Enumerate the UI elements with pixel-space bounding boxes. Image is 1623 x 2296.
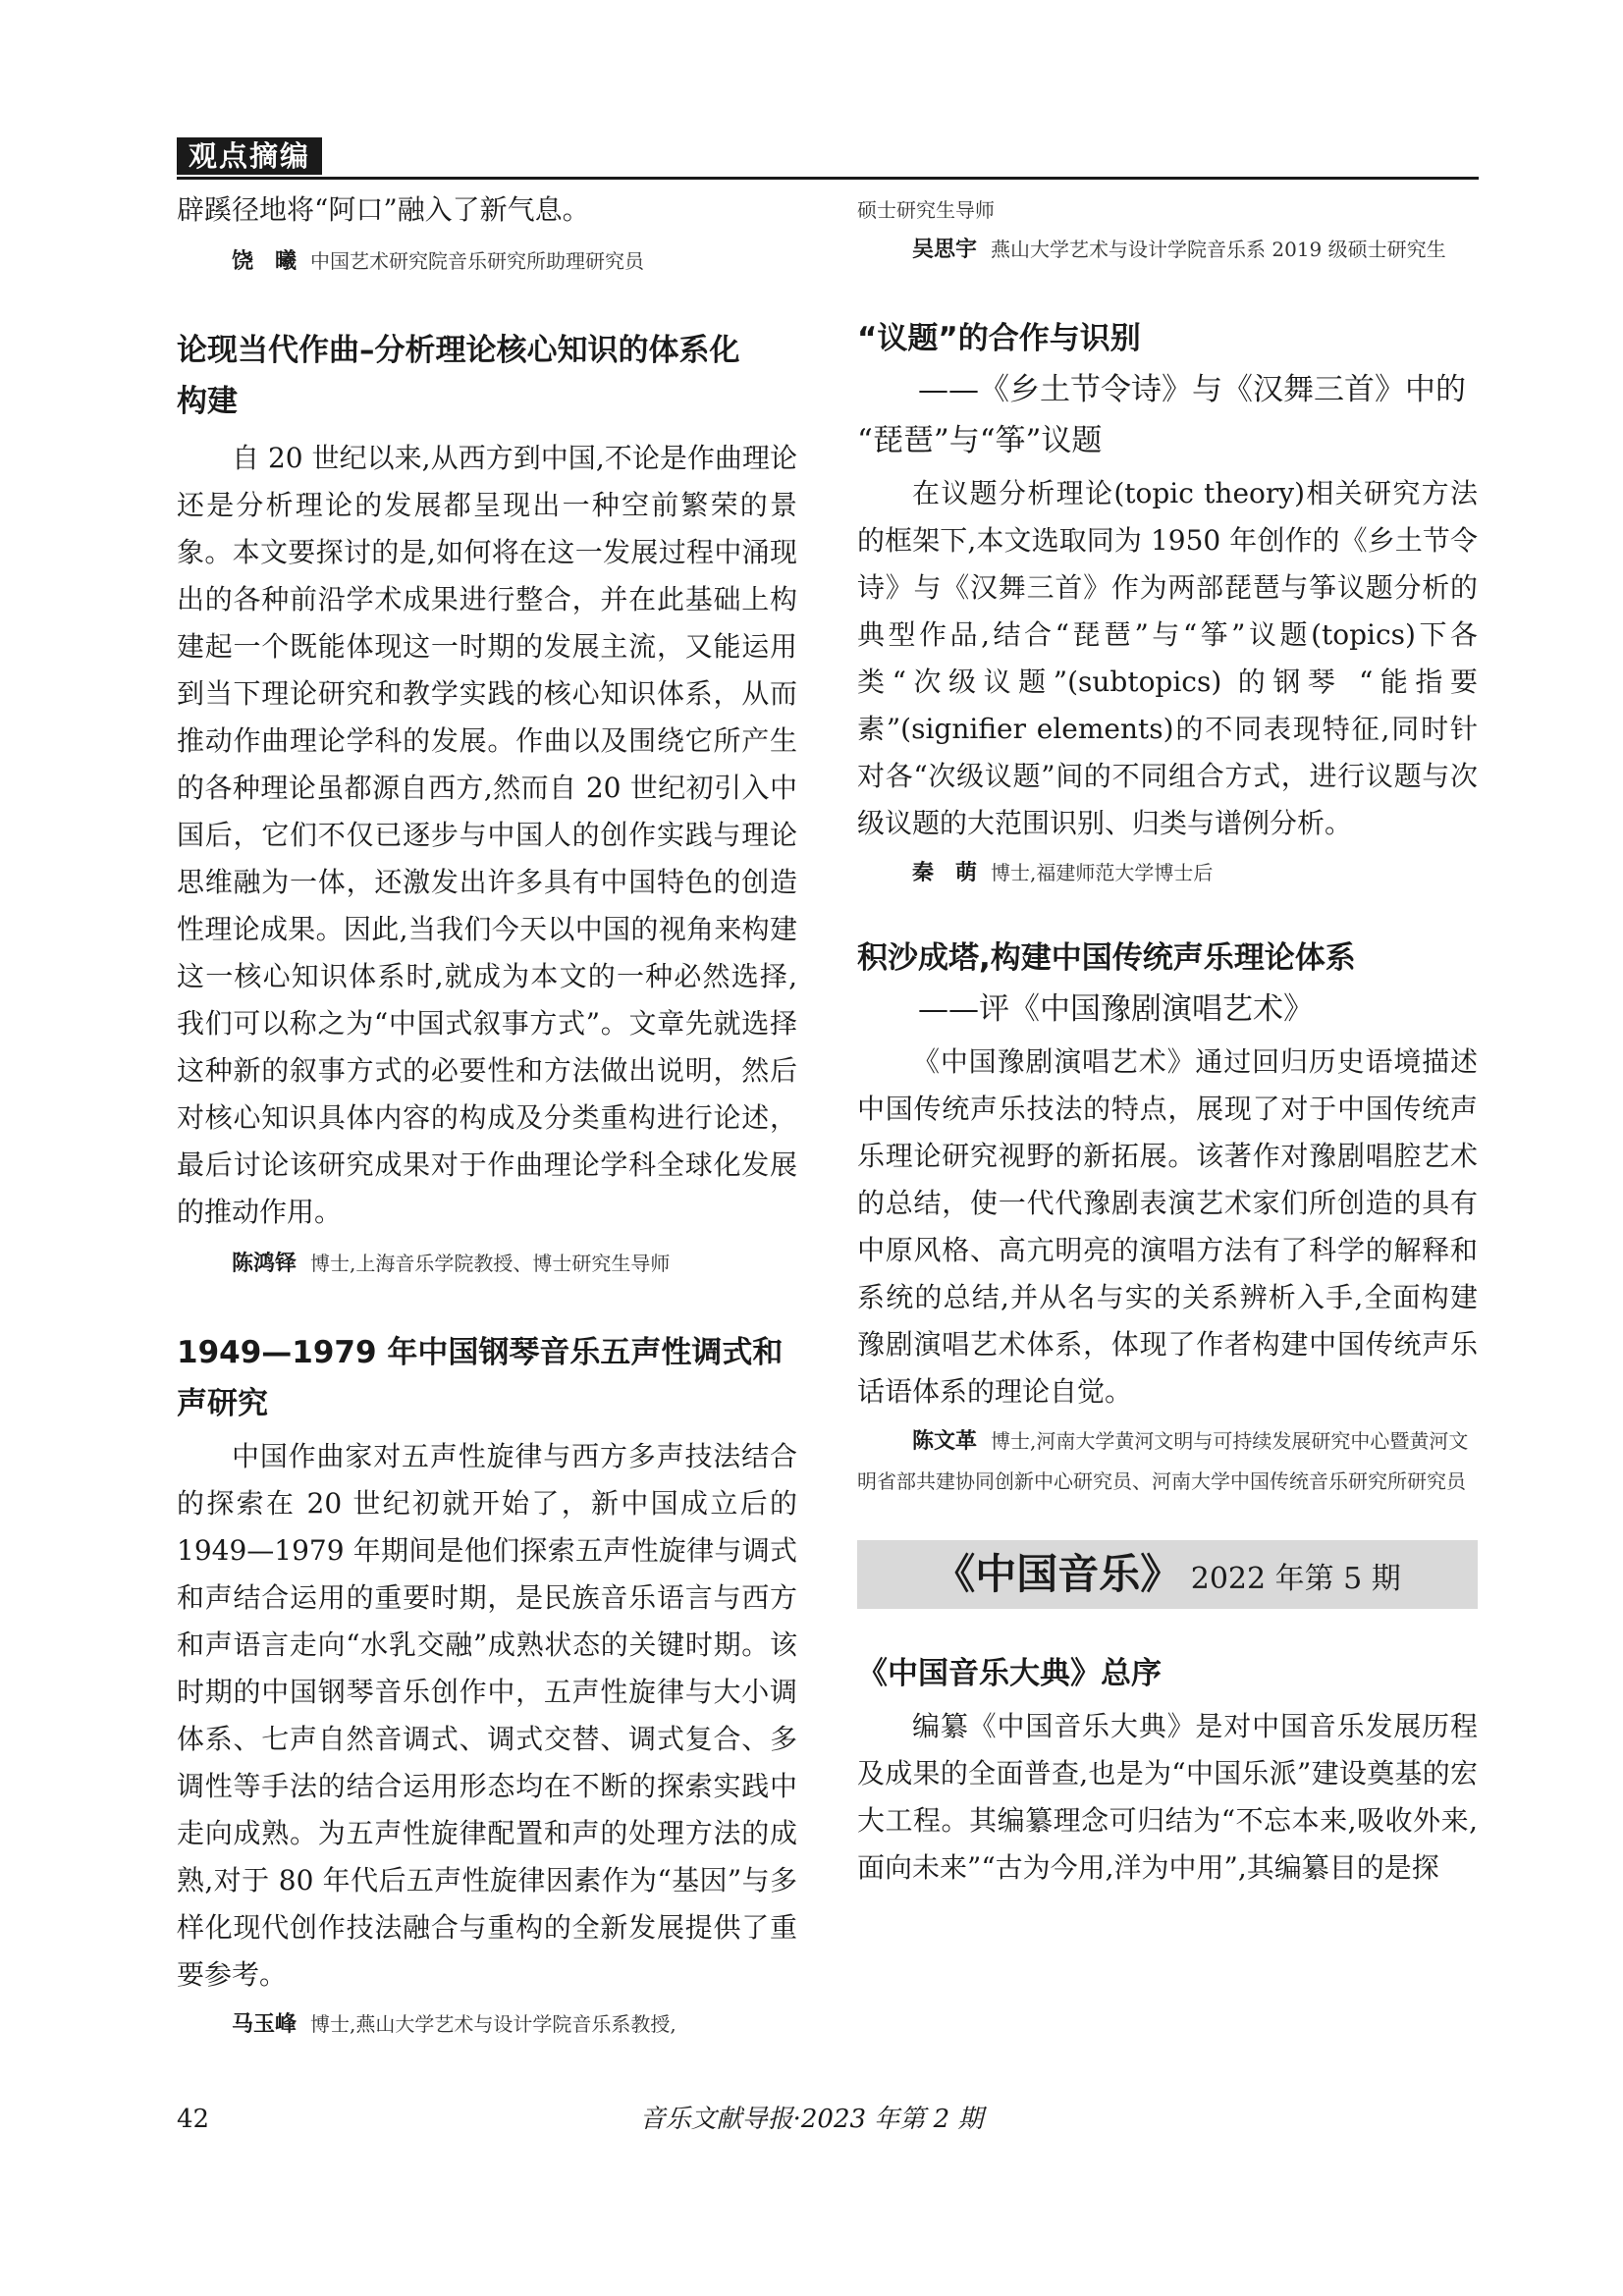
page-number: 42: [177, 2105, 210, 2134]
article-title: 1949—1979 年中国钢琴音乐五声性调式和: [177, 1335, 784, 1370]
author-affiliation: 博士,福建师范大学博士后: [991, 861, 1214, 884]
article-body: 自 20 世纪以来,从西方到中国,不论是作曲理论还是分析理论的发展都呈现出一种空前繁荣的景象。本文要探讨的是,如何将在这一发展过程中涌现出的各种前沿学术成果进行整合，并在此基础上构建起一个既能体现这一时期的发展主流，又能运用到当下理论研究和教学实践的核心知识体系，从而推动作曲理论学科的发展。作曲以及围绕它所产生的各种理论虽都源自西方,然而自 20 世纪初引入中国后，它们不仅已逐步与中国人的创作实践与理论思维融为一体，还激发出许多具有中国特色的创造性理论成果。因此,当我们今天以中国的视角来构建这一核心知识体系时,就成为本文的一种必然选择,我们可以称之为“中国式叙事方式”。文章先就选择这种新的叙事方式的必要性和方法做出说明，然后对核心知识具体内容的构成及分类重构进行论述，最后讨论该研究成果对于作曲理论学科全球化发展的推动作用。: [177, 442, 797, 1228]
article-subtitle: ——评《中国豫剧演唱艺术》: [918, 991, 1314, 1027]
article-body: 在议题分析理论(topic theory)相关研究方法的框架下,本文选取同为 1950 年创作的《乡土节令诗》与《汉舞三首》作为两部琵琶与筝议题分析的典型作品,结合“琵琶”与“筝”议题(topics)下各类“次级议题”(subtopics) 的钢琴 “能指要素”(signifier elements)的不同表现特征,同时针对各“次级议题”间的不同组合方式，进行议题与次级议题的大范围识别、归类与谱例分析。: [857, 477, 1478, 839]
footer-journal-info: 音乐文献导报·2023 年第 2 期: [639, 2105, 984, 2134]
article-2: [177, 1327, 797, 2045]
author-affiliation: 博士,河南大学黄河文明与可持续发展研究中心暨黄河文明省部共建协同创新中心研究员、河南大学中国传统音乐研究所研究员: [857, 1429, 1469, 1493]
article-title: 积沙成塔,构建中国传统声乐理论体系: [857, 940, 1356, 976]
article-title-cont: 构建: [177, 384, 238, 419]
author-name: 秦 萌: [912, 861, 978, 885]
article-author: [857, 853, 1478, 893]
left-column: [177, 187, 797, 2045]
author-affiliation: 博士,上海音乐学院教授、博士研究生导师: [310, 1252, 671, 1275]
section-title: 观点摘编: [177, 137, 322, 175]
article-author: [177, 1244, 797, 1284]
intro-text: 辟蹊径地将“阿口”融入了新气息。: [177, 193, 590, 226]
article-title: 《中国音乐大典》总序: [857, 1656, 1162, 1691]
journal-issue-banner: [857, 1540, 1478, 1609]
author-name: 饶 曦: [232, 249, 298, 274]
article-3: [857, 313, 1478, 893]
article-4: [857, 933, 1478, 1501]
article-1: [177, 325, 797, 1284]
journal-issue: 2022 年第 5 期: [1190, 1562, 1401, 1596]
article-body: 中国作曲家对五声性旋律与西方多声技法结合的探索在 20 世纪初就开始了，新中国成立后的 1949—1979 年期间是他们探索五声性旋律与调式和声结合运用的重要时期，是民族音乐语言与西方和声语言走向“水乳交融”成熟状态的关键时期。该时期的中国钢琴音乐创作中，五声性旋律与大小调体系、七声自然音调式、调式交替、调式复合、多调性等手法的结合运用形态均在不断的探索实践中走向成熟。为五声性旋律配置和声的处理方法的成熟,对于 80 年代后五声性旋律因素作为“基因”与多样化现代创作技法融合与重构的全新发展提供了重要参考。: [177, 1440, 797, 1991]
article-subtitle: ——《乡土节令诗》与《汉舞三首》中的: [918, 372, 1466, 407]
article-subtitle-cont: “琵琶”与“筝”议题: [857, 423, 1103, 458]
author-name: 吴思宇: [912, 238, 978, 262]
right-column: [857, 187, 1478, 1892]
author-name: 马玉峰: [232, 2012, 298, 2037]
article-body: 《中国豫剧演唱艺术》通过回归历史语境描述中国传统声乐技法的特点，展现了对于中国传统声乐理论研究视野的新拓展。该著作对豫剧唱腔艺术的总结，使一代代豫剧表演艺术家们所创造的具有中原风格、高亢明亮的演唱方法有了科学的解释和系统的总结,并从名与实的关系辨析入手,全面构建豫剧演唱艺术体系，体现了作者构建中国传统声乐话语体系的理论自觉。: [857, 1045, 1478, 1408]
coauthor: [857, 230, 1478, 270]
article-5: [857, 1648, 1478, 1892]
intro-author: [177, 241, 797, 282]
header-rule: [177, 177, 1479, 180]
author-name: 陈文革: [912, 1429, 978, 1454]
article-title-cont: 声研究: [177, 1386, 268, 1421]
article-author: [857, 1421, 1478, 1501]
author-affiliation: 燕山大学艺术与设计学院音乐系 2019 级硕士研究生: [991, 238, 1446, 261]
author-affiliation: 中国艺术研究院音乐研究所助理研究员: [310, 249, 645, 273]
journal-name: 《中国音乐》: [934, 1550, 1182, 1598]
article-author: [177, 2004, 797, 2045]
author-affiliation: 博士,燕山大学艺术与设计学院音乐系教授,: [310, 2012, 676, 2036]
article-title: 论现当代作曲–分析理论核心知识的体系化: [177, 333, 740, 368]
article-body: 编纂《中国音乐大典》是对中国音乐发展历程及成果的全面普查,也是为“中国乐派”建设奠基的宏大工程。其编纂理念可归结为“不忘本来,吸收外来,面向未来”“古为今用,洋为中用”,其编纂目的是探: [857, 1710, 1478, 1884]
author-name: 陈鸿铎: [232, 1252, 298, 1276]
article-title: “议题”的合作与识别: [857, 321, 1141, 356]
continued-affiliation: 硕士研究生导师: [857, 198, 995, 222]
